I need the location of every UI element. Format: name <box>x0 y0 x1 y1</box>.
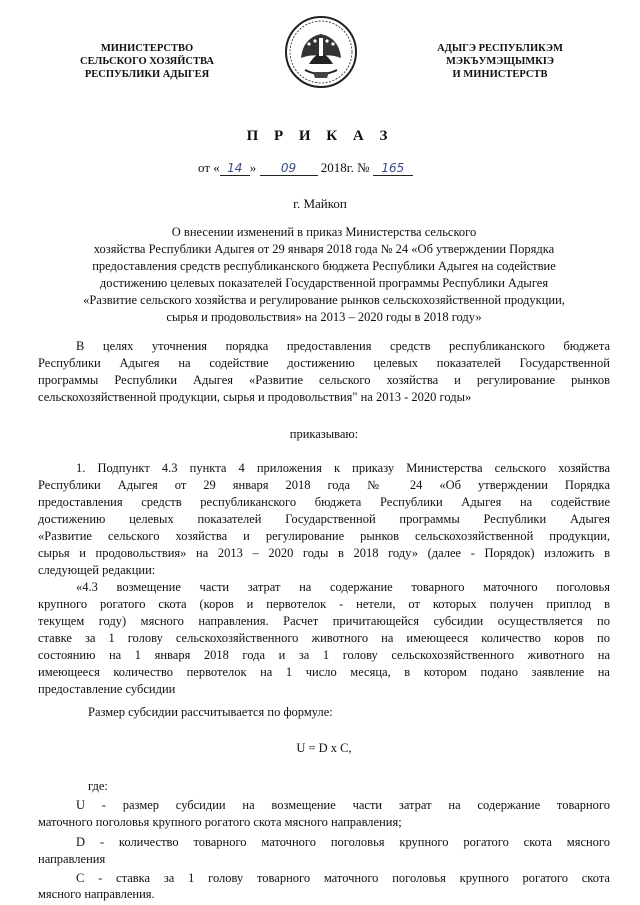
u-definition-line: U - размер субсидии на возмещение части затрат на содержание товарного <box>76 798 610 812</box>
city: г. Майкоп <box>293 196 347 211</box>
c-definition-line: C - ставка за 1 голову товарного маточного поголовья крупного рогатого скота <box>76 871 610 885</box>
point1-line: следующей редакции: <box>38 563 156 577</box>
subpoint-line: предоставление субсидии <box>38 682 176 696</box>
order-number: 165 <box>381 161 405 175</box>
subpoint-line: «4.3 возмещение части затрат на содержание товарного маточного поголовья <box>76 580 610 594</box>
date-month: 09 <box>280 161 297 175</box>
subject-line: предоставления средств республиканского бюджета Республики Адыгея на содействие <box>92 259 556 273</box>
point1-line: достижению целевых показателей Государственной программы Республики Адыгея <box>38 512 610 526</box>
header-right-line: И МИНИСТЕРСТВ <box>452 69 548 80</box>
preamble-line: сельскохозяйственной продукции, сырья и продовольствия" на 2013 - 2020 годы» <box>38 390 472 404</box>
subpoint-line: крупного рогатого скота (коров и первотелок - нетели, от которых получен приплод в <box>38 597 610 611</box>
point1-line: Республики Адыгея от 29 января 2018 года № 24 «Об утверждении Порядка <box>38 478 610 492</box>
subject-line: сырья и продовольствия» на 2013 – 2020 годы в 2018 году» <box>166 310 482 324</box>
subpoint-line: текущем году) мясного направления. Расчет причитающейся субсидии осуществляется по <box>38 614 610 628</box>
document-title: П Р И К А З <box>246 128 394 144</box>
subject-line: «Развитие сельского хозяйства и регулирование рынков сельскохозяйственной продукции, <box>83 293 565 307</box>
order-number-field <box>373 161 413 176</box>
formula-intro: Размер субсидии рассчитывается по формуле: <box>88 705 333 719</box>
order-word: приказываю: <box>289 427 359 441</box>
header-left-line: РЕСПУБЛИКИ АДЫГЕЯ <box>84 69 210 80</box>
subject-line: О внесении изменений в приказ Министерства сельского <box>171 225 477 239</box>
subpoint-line: имеющееся количество первотелок на 1 число месяца, в котором подано заявление на <box>38 665 610 679</box>
c-definition-line: мясного направления. <box>38 887 155 901</box>
subject-line: достижению целевых показателей Государственной программы Республики Адыгея <box>99 276 549 290</box>
subject-line: хозяйства Республики Адыгея от 29 января 2018 года № 24 «Об утверждении Порядка <box>93 242 555 256</box>
date-day: 14 <box>227 161 243 175</box>
date-prefix: от « <box>198 160 220 175</box>
ministry-name-russian <box>62 42 232 81</box>
adygea-coat-of-arms-icon <box>283 14 359 90</box>
subpoint-line: состоянию на 1 января 2018 года и за 1 голову сельскохозяйственного животного на <box>38 648 610 662</box>
formula: U = D x C, <box>296 741 352 755</box>
date-year: 2018г. № <box>320 160 370 175</box>
point1-line: предоставления средств республиканского бюджета Республики Адыгея на содействие <box>38 495 610 509</box>
header-right-line: АДЫГЭ РЕСПУБЛИКЭМ <box>437 43 563 54</box>
date-quote: » <box>249 160 257 175</box>
where-label: где: <box>88 779 108 793</box>
preamble-line: Республики Адыгея на содействие достижению целевых показателей Государственной <box>38 356 610 370</box>
d-definition-line: направления <box>38 852 106 866</box>
date-day-field <box>220 161 250 176</box>
preamble-line: программы Республики Адыгея «Развитие сельского хозяйства и регулирование рынков <box>38 373 610 387</box>
subpoint-line: ставке за 1 голову сельскохозяйственного животного на имеющееся количество коров по <box>38 631 610 645</box>
order-date-line <box>198 160 498 176</box>
preamble-line: В целях уточнения порядка предоставления средств республиканского бюджета <box>76 339 610 353</box>
header-right-line: МЭКЪУМЭЩЫМКIЭ <box>446 56 554 67</box>
header-left-line: МИНИСТЕРСТВО <box>100 43 194 54</box>
point1-line: «Развитие сельского хозяйства и регулирование рынков сельскохозяйственной продукции, <box>38 529 610 543</box>
header-left-line: СЕЛЬСКОГО ХОЗЯЙСТВА <box>80 56 214 67</box>
u-definition-line: маточного поголовья крупного рогатого скота мясного направления; <box>38 815 402 829</box>
point1-line: сырья и продовольствия» на 2013 – 2020 годы в 2018 году» (далее - Порядок) изложить в <box>38 546 610 560</box>
ministry-name-adyghe <box>412 42 588 81</box>
date-month-field <box>260 161 318 176</box>
point1-line: 1. Подпункт 4.3 пункта 4 приложения к приказу Министерства сельского хозяйства <box>76 461 610 475</box>
d-definition-line: D - количество товарного маточного поголовья крупного рогатого скота мясного <box>76 835 610 849</box>
